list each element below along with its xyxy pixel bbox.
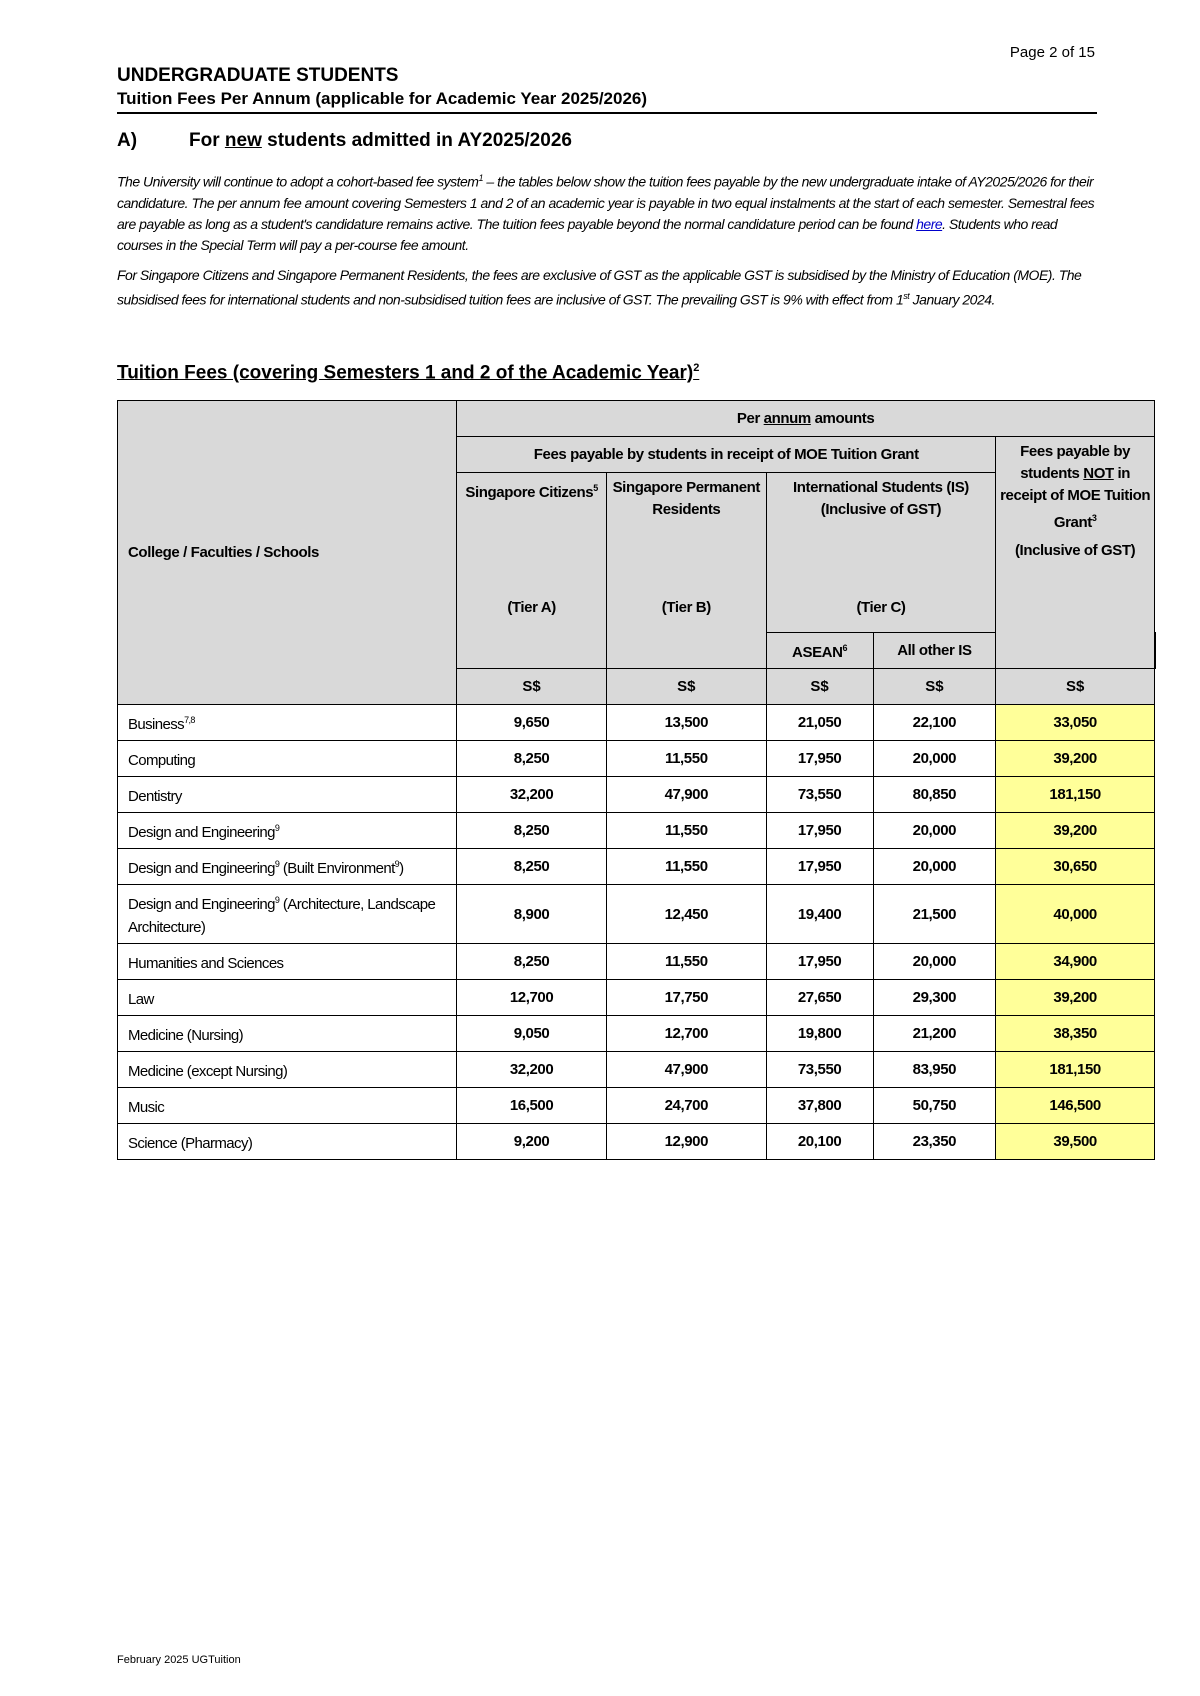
table-row [118, 813, 1156, 849]
fee-asean: 19,800 [766, 1016, 873, 1052]
section-letter: A) [117, 130, 138, 151]
fee-asean: 19,400 [766, 885, 873, 944]
section-title: For new students admitted in AY2025/2026 [189, 130, 572, 151]
fee-sc: 9,200 [457, 1124, 607, 1160]
fee-sc: 8,250 [457, 849, 607, 885]
school-name: Law [118, 980, 457, 1016]
fee-sc: 8,900 [457, 885, 607, 944]
fee-spr: 11,550 [606, 849, 766, 885]
school-name: Business$^{7,8}$ [118, 705, 457, 741]
fee-not-moe: 38,350 [996, 1016, 1155, 1052]
currency-sc: S$ [457, 669, 607, 705]
fee-not-moe: 40,000 [996, 885, 1155, 944]
fee-not-moe: 181,150 [996, 1052, 1155, 1088]
other-is-header: All other IS [873, 633, 996, 669]
fee-asean: 73,550 [766, 1052, 873, 1088]
fee-not-moe: 30,650 [996, 849, 1155, 885]
fee-other-is: 80,850 [873, 777, 996, 813]
school-name: Medicine (except Nursing) [118, 1052, 457, 1088]
fee-spr: 13,500 [606, 705, 766, 741]
spr-header: Singapore Permanent Residents (Tier B) [606, 473, 766, 669]
currency-asean: S$ [766, 669, 873, 705]
document-subtitle: Tuition Fees Per Annum (applicable for Academic Year 2025/2026) [117, 89, 648, 108]
sc-header: Singapore Citizens$^5$ (Tier A) [457, 473, 607, 669]
gst-paragraph: For Singapore Citizens and Singapore Permanent Residents, the fees are exclusive of GST as the applicable GST is subsidised by the Ministry of Education (MOE). The subsidised fees for international students and non-subsidised tuition fees are inclusive of GST. The prevailing GST is 9% with effect from 1st January 2024. [117, 267, 1082, 308]
fee-spr: 12,700 [606, 1016, 766, 1052]
school-name: Design and Engineering$^9$ [118, 813, 457, 849]
fee-not-moe: 146,500 [996, 1088, 1155, 1124]
school-name: Music [118, 1088, 457, 1124]
fee-spr: 47,900 [606, 1052, 766, 1088]
is-header: International Students (IS) (Inclusive of GST) (Tier C) [766, 473, 996, 633]
fee-asean: 27,650 [766, 980, 873, 1016]
school-name: Design and Engineering$^9$ (Built Environment$^9$) [118, 849, 457, 885]
fee-asean: 21,050 [766, 705, 873, 741]
table-row [118, 1016, 1156, 1052]
table-row [118, 849, 1156, 885]
fee-spr: 17,750 [606, 980, 766, 1016]
fee-not-moe: 181,150 [996, 777, 1155, 813]
table-row [118, 980, 1156, 1016]
document-header [117, 64, 1097, 114]
fee-other-is: 21,200 [873, 1016, 996, 1052]
page-number: Page 2 of 15 [1009, 44, 1095, 61]
fee-sc: 32,200 [457, 777, 607, 813]
section-heading [117, 130, 572, 152]
fee-asean: 17,950 [766, 813, 873, 849]
fee-other-is: 21,500 [873, 885, 996, 944]
table-row [118, 1088, 1156, 1124]
fee-other-is: 20,000 [873, 741, 996, 777]
currency-nomoe: S$ [996, 669, 1155, 705]
fee-not-moe: 39,200 [996, 980, 1155, 1016]
fee-sc: 8,250 [457, 741, 607, 777]
fee-other-is: 20,000 [873, 813, 996, 849]
fee-other-is: 23,350 [873, 1124, 996, 1160]
fee-spr: 24,700 [606, 1088, 766, 1124]
school-name: Medicine (Nursing) [118, 1016, 457, 1052]
fee-asean: 20,100 [766, 1124, 873, 1160]
fee-spr: 12,900 [606, 1124, 766, 1160]
fee-spr: 47,900 [606, 777, 766, 813]
table-row [118, 705, 1156, 741]
school-name: Science (Pharmacy) [118, 1124, 457, 1160]
asean-header: ASEAN$^6$ [766, 633, 873, 669]
fee-asean: 17,950 [766, 849, 873, 885]
currency-other: S$ [873, 669, 996, 705]
fee-spr: 12,450 [606, 885, 766, 944]
document-title: UNDERGRADUATE STUDENTS [117, 65, 399, 86]
table-row [118, 1124, 1156, 1160]
per-annum-header: Per annum amounts [457, 401, 1155, 437]
currency-spr: S$ [606, 669, 766, 705]
table-row [118, 885, 1156, 944]
school-name: Computing [118, 741, 457, 777]
fee-sc: 32,200 [457, 1052, 607, 1088]
fee-sc: 9,650 [457, 705, 607, 741]
fee-other-is: 22,100 [873, 705, 996, 741]
fee-other-is: 20,000 [873, 849, 996, 885]
col-header-school: College / Faculties / Schools [118, 401, 457, 705]
fee-sc: 8,250 [457, 813, 607, 849]
table-row [118, 944, 1156, 980]
fee-asean: 17,950 [766, 944, 873, 980]
table-row [118, 741, 1156, 777]
tuition-fees-table [117, 400, 1156, 1160]
footer: February 2025 UGTuition [117, 1654, 241, 1666]
school-name: Humanities and Sciences [118, 944, 457, 980]
not-moe-header: Fees payable by students NOT in receipt of MOE Tuition Grant$^3$ (Inclusive of GST) [996, 437, 1155, 669]
fee-not-moe: 33,050 [996, 705, 1155, 741]
fee-other-is: 29,300 [873, 980, 996, 1016]
here-link[interactable]: here [916, 215, 943, 232]
table-row [118, 777, 1156, 813]
intro-paragraph: The University will continue to adopt a cohort-based fee system$^1$ – the tables below show the tuition fees payable by the new undergraduate intake of AY2025/2026 for their candidature. The per annum fee amount covering Semesters 1 and 2 of an academic year is payable in two equal instalments at the start of each semester. Semestral fees are payable as long as a student's candidature remains active. The tuition fees payable beyond the normal candidature period can be found here. Students who read courses in the Special Term will pay a per-course fee amount. [117, 173, 1095, 253]
fee-sc: 9,050 [457, 1016, 607, 1052]
fee-not-moe: 39,200 [996, 813, 1155, 849]
fee-asean: 37,800 [766, 1088, 873, 1124]
fee-asean: 17,950 [766, 741, 873, 777]
fee-asean: 73,550 [766, 777, 873, 813]
fee-not-moe: 34,900 [996, 944, 1155, 980]
school-name: Dentistry [118, 777, 457, 813]
fee-not-moe: 39,500 [996, 1124, 1155, 1160]
fee-not-moe: 39,200 [996, 741, 1155, 777]
fee-other-is: 83,950 [873, 1052, 996, 1088]
school-name: Design and Engineering$^9$ (Architecture, Landscape Architecture) [118, 885, 457, 944]
fee-spr: 11,550 [606, 741, 766, 777]
fee-sc: 12,700 [457, 980, 607, 1016]
blank-header-cell [1155, 633, 1156, 669]
table-title: Tuition Fees (covering Semesters 1 and 2 of the Academic Year)$^2$ [117, 362, 700, 384]
fee-other-is: 50,750 [873, 1088, 996, 1124]
fee-spr: 11,550 [606, 944, 766, 980]
fee-spr: 11,550 [606, 813, 766, 849]
moe-grant-header: Fees payable by students in receipt of MOE Tuition Grant [457, 437, 996, 473]
fee-sc: 8,250 [457, 944, 607, 980]
fee-other-is: 20,000 [873, 944, 996, 980]
table-row [118, 1052, 1156, 1088]
fee-sc: 16,500 [457, 1088, 607, 1124]
